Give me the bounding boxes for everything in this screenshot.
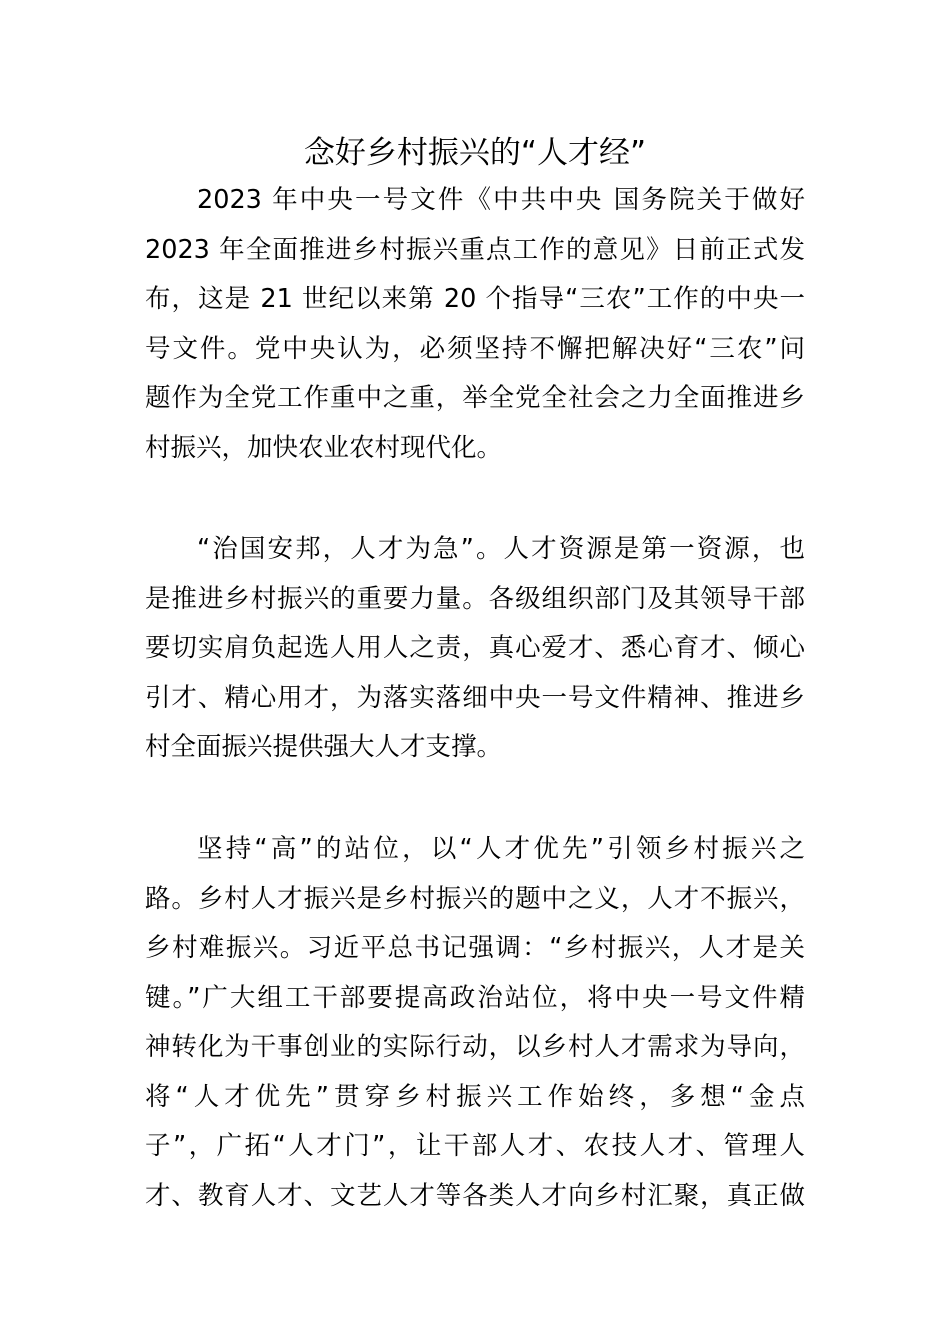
paragraph-line: 村全面振兴提供强大人才支撑。 xyxy=(145,732,503,762)
paragraph-line: 子”，广拓“人才门”，让干部人才、农技人才、管理人 xyxy=(145,1131,805,1161)
paragraph-line: 题作为全党工作重中之重，举全党全社会之力全面推进乡 xyxy=(145,383,805,413)
paragraph-3 xyxy=(145,825,805,1221)
paragraph-line: 布，这是 21 世纪以来第 20 个指导“三农”工作的中央一 xyxy=(145,284,805,314)
paragraph-line: 村振兴，加快农业农村现代化。 xyxy=(145,432,503,463)
paragraph-line: 是推进乡村振兴的重要力量。各级组织部门及其领导干部 xyxy=(145,583,805,614)
paragraph-line: 乡村难振兴。习近平总书记强调：“乡村振兴，人才是关 xyxy=(145,933,805,963)
paragraph-line: 神转化为干事创业的实际行动，以乡村人才需求为导向， xyxy=(145,1032,805,1062)
paragraph-line: 将“人才优先”贯穿乡村振兴工作始终，多想“金点 xyxy=(145,1081,805,1112)
paragraph-line: 要切实肩负起选人用人之责，真心爱才、悉心育才、倾心 xyxy=(145,633,805,663)
paragraph-line: 2023 年中央一号文件《中共中央 国务院关于做好 xyxy=(197,185,805,215)
paragraph-line: “治国安邦，人才为急”。人才资源是第一资源，也 xyxy=(197,534,805,564)
paragraph-line: 坚持“高”的站位，以“人才优先”引领乡村振兴之 xyxy=(197,834,805,864)
paragraph-1 xyxy=(145,176,805,473)
paragraph-2 xyxy=(145,525,805,773)
paragraph-line: 键。”广大组工干部要提高政治站位，将中央一号文件精 xyxy=(145,982,805,1013)
paragraph-line: 号文件。党中央认为，必须坚持不懈把解决好“三农”问 xyxy=(145,333,805,364)
paragraph-line: 引才、精心用才，为落实落细中央一号文件精神、推进乡 xyxy=(145,682,805,713)
document-title: 念好乡村振兴的“人才经” xyxy=(303,135,647,171)
paragraph-line: 路。乡村人才振兴是乡村振兴的题中之义，人才不振兴， xyxy=(145,883,805,914)
paragraph-line: 才、教育人才、文艺人才等各类人才向乡村汇聚，真正做 xyxy=(145,1180,805,1211)
paragraph-line: 2023 年全面推进乡村振兴重点工作的意见》日前正式发 xyxy=(145,234,805,265)
